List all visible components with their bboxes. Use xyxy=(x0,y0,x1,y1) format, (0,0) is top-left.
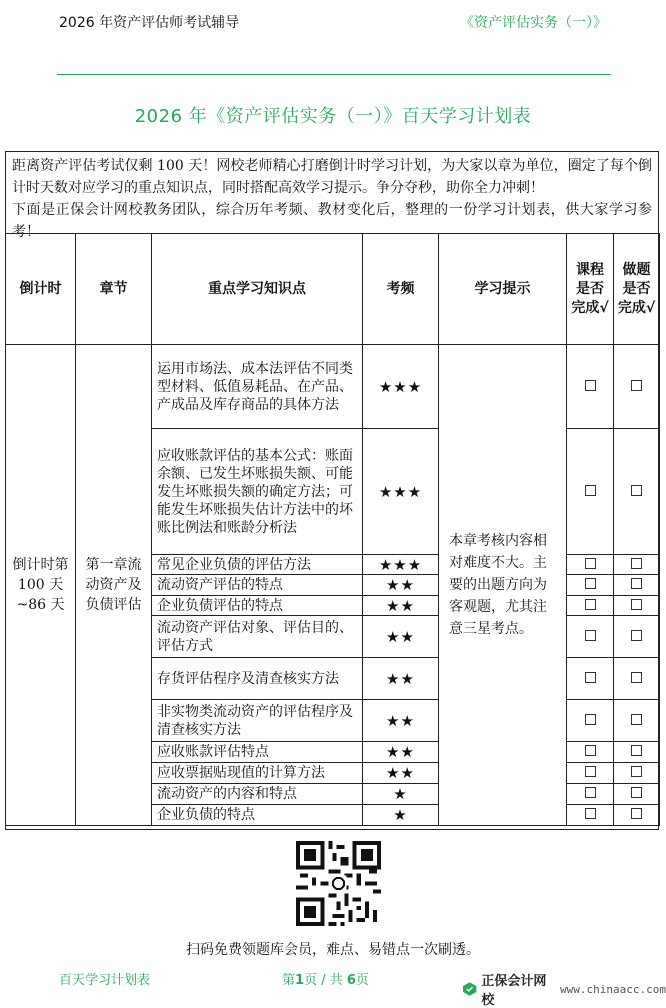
practice-done-cell xyxy=(614,742,660,763)
practice-done-cell xyxy=(614,658,660,700)
course-done-checkbox[interactable] xyxy=(585,745,596,756)
table-row xyxy=(6,345,660,429)
brand-url: www.chinaacc.com xyxy=(560,982,666,996)
practice-done-cell xyxy=(614,616,660,658)
practice-done-checkbox[interactable] xyxy=(631,558,642,569)
knowledge-point-cell: 应收账款评估的基本公式：账面余额、已发生坏账损失额、可能发生坏账损失额的确定方法；可能发生坏账损失估计方法中的坏账比例法和账龄分析法 xyxy=(152,429,363,555)
header-chapter: 章节 xyxy=(76,234,152,345)
header-subject: 《资产评估实务（一）》 xyxy=(460,15,607,31)
table-header-row xyxy=(6,234,660,345)
knowledge-point-cell: 存货评估程序及清查核实方法 xyxy=(152,658,363,700)
practice-done-checkbox[interactable] xyxy=(631,766,642,777)
header-tips: 学习提示 xyxy=(439,234,567,345)
brand-logo-icon xyxy=(462,981,477,997)
frequency-stars: ★ xyxy=(363,805,439,826)
practice-done-checkbox[interactable] xyxy=(631,578,642,589)
practice-done-cell xyxy=(614,575,660,596)
header-course-done: 课程是否完成√ xyxy=(567,234,614,345)
course-done-checkbox[interactable] xyxy=(585,599,596,610)
frequency-stars: ★★★ xyxy=(363,555,439,575)
course-done-checkbox[interactable] xyxy=(585,558,596,569)
study-tip-cell: 本章考核内容相对难度不大。主要的出题方向为客观题，尤其注意三星考点。 xyxy=(439,345,567,826)
knowledge-point-cell: 流动资产评估对象、评估目的、评估方式 xyxy=(152,616,363,658)
page-suffix: 页 xyxy=(355,973,369,988)
header-practice-done: 做题是否完成√ xyxy=(614,234,660,345)
knowledge-point-cell: 流动资产评估的特点 xyxy=(152,575,363,596)
intro-text xyxy=(6,152,658,246)
practice-done-checkbox[interactable] xyxy=(631,745,642,756)
footer-title: 百天学习计划表 xyxy=(59,973,151,988)
course-done-cell xyxy=(567,658,614,700)
course-done-cell xyxy=(567,763,614,784)
course-done-checkbox[interactable] xyxy=(585,380,596,391)
header-doc-series: 2026 年资产评估师考试辅导 xyxy=(59,15,240,31)
course-done-checkbox[interactable] xyxy=(585,808,596,819)
chapter-cell: 第一章流动资产及负债评估 xyxy=(76,345,152,826)
course-done-cell xyxy=(567,555,614,575)
countdown-cell: 倒计时第 100 天~86 天 xyxy=(6,345,76,826)
practice-done-cell xyxy=(614,345,660,429)
course-done-cell xyxy=(567,596,614,616)
practice-done-checkbox[interactable] xyxy=(631,485,642,496)
knowledge-point-cell: 企业负债的特点 xyxy=(152,805,363,826)
frequency-stars: ★★★ xyxy=(363,429,439,555)
course-done-cell xyxy=(567,575,614,596)
practice-done-checkbox[interactable] xyxy=(631,787,642,798)
practice-done-cell xyxy=(614,784,660,805)
brand-name: 正保会计网校 xyxy=(481,974,547,1008)
frequency-stars: ★ xyxy=(363,784,439,805)
course-done-checkbox[interactable] xyxy=(585,787,596,798)
course-done-cell xyxy=(567,345,614,429)
page-indicator xyxy=(282,969,369,988)
course-done-cell xyxy=(567,429,614,555)
header-points: 重点学习知识点 xyxy=(152,234,363,345)
qr-caption: 扫码免费领题库会员，难点、易错点一次刷透。 xyxy=(186,942,480,958)
knowledge-point-cell: 应收票据贴现值的计算方法 xyxy=(152,763,363,784)
frequency-stars: ★★★ xyxy=(363,345,439,429)
course-done-checkbox[interactable] xyxy=(585,630,596,641)
header-countdown: 倒计时 xyxy=(6,234,76,345)
practice-done-cell xyxy=(614,429,660,555)
frequency-stars: ★★ xyxy=(363,742,439,763)
knowledge-point-cell: 应收账款评估特点 xyxy=(152,742,363,763)
header-rule xyxy=(57,74,611,75)
page-current: 1 xyxy=(295,973,305,988)
qr-code-image xyxy=(296,841,381,926)
knowledge-point-cell: 非实物类流动资产的评估程序及清查核实方法 xyxy=(152,700,363,742)
practice-done-checkbox[interactable] xyxy=(631,630,642,641)
intro-paragraph-1: 距离资产评估考试仅剩 100 天！网校老师精心打磨倒计时学习计划，为大家以章为单位，圈定了每个倒计时天数对应学习的重点知识点，同时搭配高效学习提示。争分夺秒，助你全力冲刺！ xyxy=(12,158,652,196)
knowledge-point-cell: 运用市场法、成本法评估不同类型材料、低值易耗品、在产品、产成品及库存商品的具体方法 xyxy=(152,345,363,429)
course-done-cell xyxy=(567,700,614,742)
page-mid: 页 / 共 xyxy=(304,973,343,988)
page-total: 6 xyxy=(346,973,356,988)
course-done-checkbox[interactable] xyxy=(585,672,596,683)
header-frequency: 考频 xyxy=(363,234,439,345)
course-done-checkbox[interactable] xyxy=(585,578,596,589)
footer-brand xyxy=(462,970,666,1008)
plan-table-box xyxy=(5,151,659,830)
course-done-cell xyxy=(567,784,614,805)
practice-done-cell xyxy=(614,700,660,742)
practice-done-cell xyxy=(614,555,660,575)
course-done-checkbox[interactable] xyxy=(585,766,596,777)
knowledge-point-cell: 常见企业负债的评估方法 xyxy=(152,555,363,575)
practice-done-checkbox[interactable] xyxy=(631,672,642,683)
practice-done-cell xyxy=(614,805,660,826)
intro-paragraph-2: 下面是正保会计网校教务团队，综合历年考频、教材变化后，整理的一份学习计划表，供大家学习参考！ xyxy=(12,202,652,240)
page-title: 2026 年《资产评估实务（一）》百天学习计划表 xyxy=(134,106,532,127)
practice-done-checkbox[interactable] xyxy=(631,714,642,725)
table-body xyxy=(6,345,660,826)
frequency-stars: ★★ xyxy=(363,763,439,784)
frequency-stars: ★★ xyxy=(363,575,439,596)
frequency-stars: ★★ xyxy=(363,596,439,616)
course-done-checkbox[interactable] xyxy=(585,485,596,496)
frequency-stars: ★★ xyxy=(363,658,439,700)
knowledge-point-cell: 流动资产的内容和特点 xyxy=(152,784,363,805)
practice-done-checkbox[interactable] xyxy=(631,808,642,819)
practice-done-checkbox[interactable] xyxy=(631,380,642,391)
practice-done-cell xyxy=(614,596,660,616)
course-done-cell xyxy=(567,742,614,763)
frequency-stars: ★★ xyxy=(363,700,439,742)
knowledge-point-cell: 企业负债评估的特点 xyxy=(152,596,363,616)
course-done-cell xyxy=(567,805,614,826)
course-done-checkbox[interactable] xyxy=(585,714,596,725)
practice-done-checkbox[interactable] xyxy=(631,599,642,610)
study-plan-table xyxy=(5,233,660,826)
course-done-cell xyxy=(567,616,614,658)
practice-done-cell xyxy=(614,763,660,784)
page-prefix: 第 xyxy=(282,973,296,988)
frequency-stars: ★★ xyxy=(363,616,439,658)
